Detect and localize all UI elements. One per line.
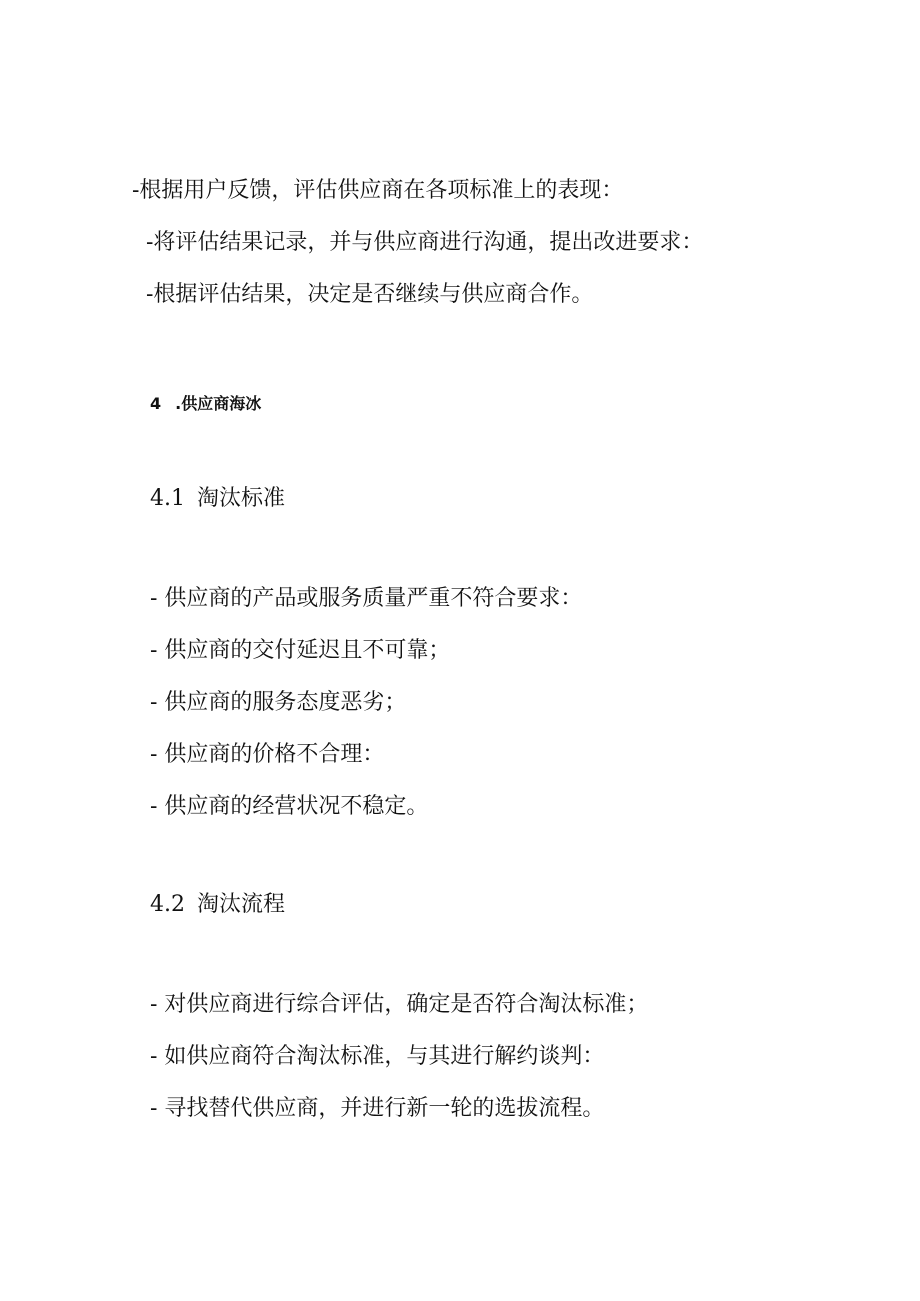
intro-line-2: -将评估结果记录，并与供应商进行沟通，提出改进要求： xyxy=(146,230,704,255)
criteria-item: - 供应商的服务态度恶劣； xyxy=(150,690,407,715)
criteria-item: - 供应商的价格不合理： xyxy=(150,742,385,767)
intro-line-3: -根据评估结果，决定是否继续与供应商合作。 xyxy=(146,282,594,307)
subsection-4-1-number: 4.1 xyxy=(150,486,185,511)
process-item: - 寻找替代供应商，并进行新一轮的选拔流程。 xyxy=(150,1096,605,1121)
section-4-heading xyxy=(150,393,261,415)
criteria-item: - 供应商的经营状况不稳定。 xyxy=(150,794,429,819)
section-4-title: .供应商海冰 xyxy=(175,394,262,413)
intro-line-1: -根据用户反馈，评估供应商在各项标准上的表现： xyxy=(132,178,624,203)
section-4-number: 4 xyxy=(150,394,162,413)
process-item: - 对供应商进行综合评估，确定是否符合淘汰标准； xyxy=(150,992,649,1017)
subsection-4-2-heading xyxy=(150,890,285,920)
subsection-4-2-title: 淘汰流程 xyxy=(197,892,286,917)
subsection-4-2-number: 4.2 xyxy=(150,892,185,917)
process-item: - 如供应商符合淘汰标准，与其进行解约谈判： xyxy=(150,1044,605,1069)
criteria-item: - 供应商的交付延迟且不可靠； xyxy=(150,638,451,663)
subsection-4-1-title: 淘汰标准 xyxy=(197,486,286,511)
subsection-4-1-heading xyxy=(150,484,285,514)
criteria-item: - 供应商的产品或服务质量严重不符合要求： xyxy=(150,586,583,611)
